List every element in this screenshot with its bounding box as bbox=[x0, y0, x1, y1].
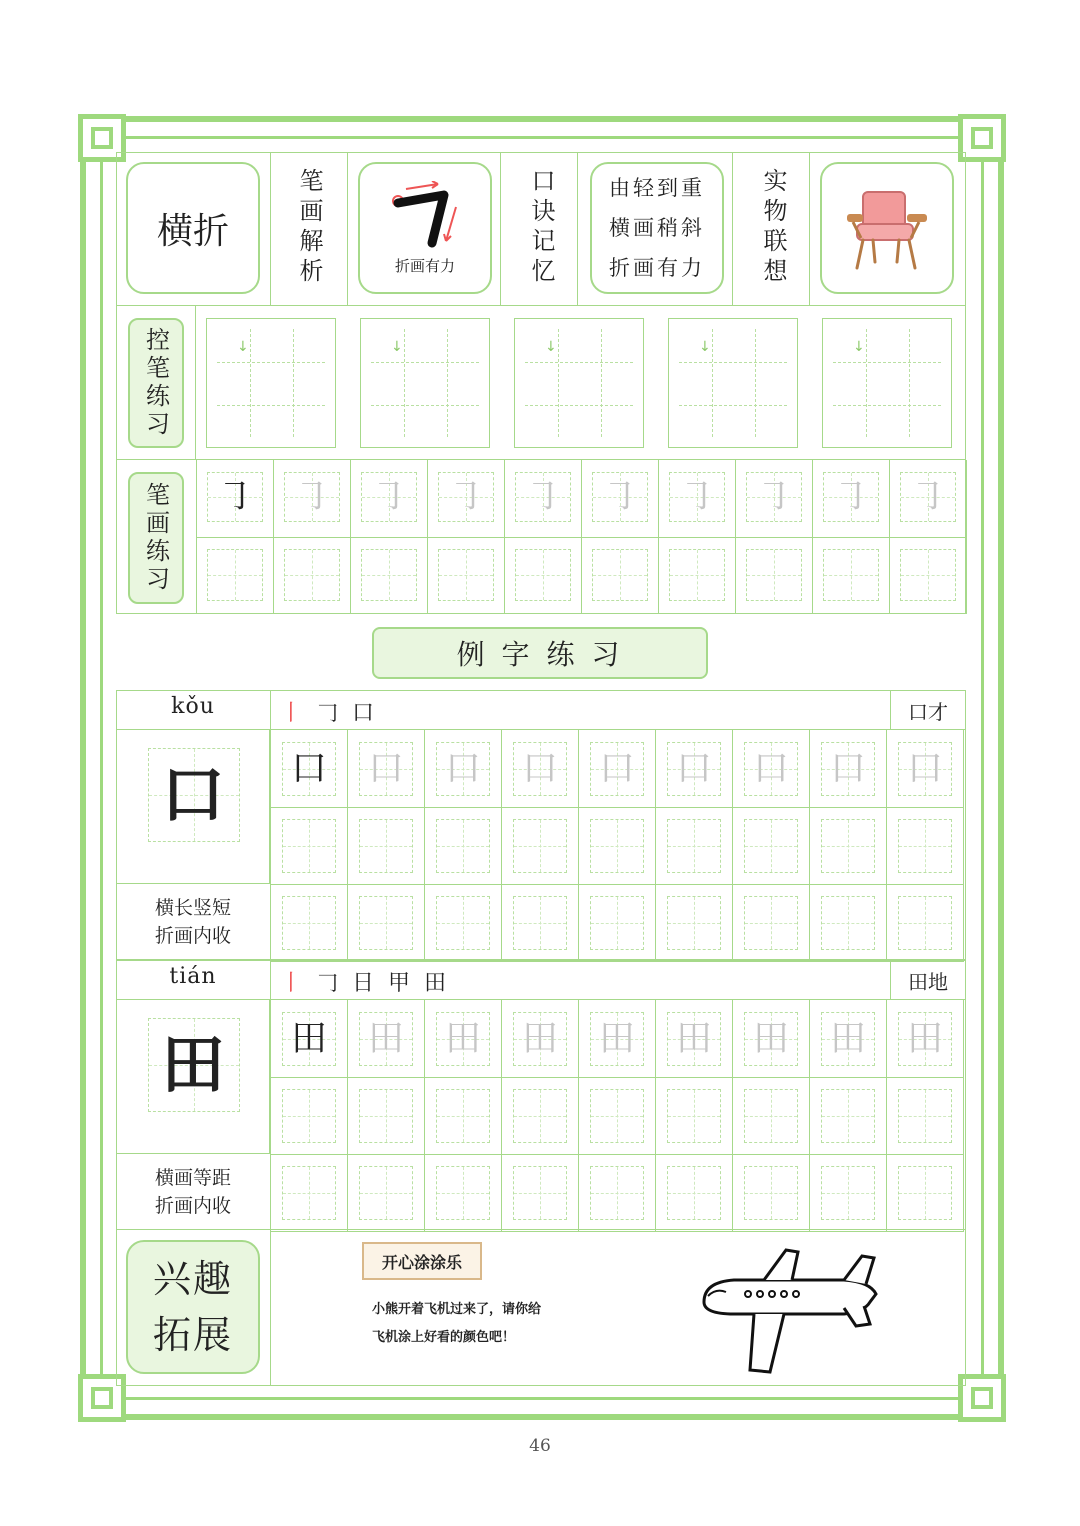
stroke-order-step: 口 bbox=[352, 701, 375, 726]
trace-character: 田 bbox=[752, 1018, 789, 1059]
control-practice-label: 控笔练习 bbox=[141, 327, 170, 439]
practice-cell[interactable] bbox=[667, 819, 721, 873]
trace-character: 口 bbox=[367, 748, 404, 789]
pinyin-label: tián bbox=[169, 964, 217, 989]
control-practice-box[interactable] bbox=[206, 318, 336, 448]
down-arrow-icon: ↓ bbox=[237, 339, 249, 355]
guide-line bbox=[601, 329, 602, 437]
practice-cell[interactable] bbox=[359, 1166, 413, 1220]
guide-line bbox=[371, 362, 479, 363]
activity-title: 开心涂涂乐 bbox=[381, 1252, 462, 1272]
interest-label-line: 兴趣 bbox=[152, 1257, 233, 1301]
guide-line bbox=[217, 405, 325, 406]
trace-character: 口 bbox=[675, 748, 712, 789]
stroke-order-step: 甲 bbox=[388, 971, 411, 996]
practice-cell[interactable] bbox=[513, 1089, 567, 1143]
guide-line bbox=[217, 362, 325, 363]
writing-cell[interactable] bbox=[669, 549, 725, 601]
guide-line bbox=[833, 405, 941, 406]
down-arrow-icon: ↓ bbox=[391, 339, 403, 355]
guide-line bbox=[293, 329, 294, 437]
trace-character: 口 bbox=[752, 748, 789, 789]
mnemonic-card bbox=[590, 162, 724, 294]
tip-line: 折画内收 bbox=[154, 925, 231, 947]
writing-cell[interactable] bbox=[592, 549, 648, 601]
control-practice-box[interactable] bbox=[668, 318, 798, 448]
stroke-trace-glyph: ㇆ bbox=[601, 476, 638, 517]
guide-line bbox=[404, 329, 405, 437]
guide-line bbox=[755, 329, 756, 437]
practice-cell[interactable] bbox=[436, 1089, 490, 1143]
control-practice-box[interactable] bbox=[514, 318, 644, 448]
model-character: 口 bbox=[290, 748, 327, 789]
trace-character: 口 bbox=[906, 748, 943, 789]
trace-character: 口 bbox=[444, 748, 481, 789]
stroke-diagram-icon bbox=[380, 181, 470, 251]
trace-character: 田 bbox=[675, 1018, 712, 1059]
activity-instructions bbox=[372, 1296, 541, 1352]
mnemonic-line: 横画稍斜 bbox=[609, 216, 705, 240]
guide-line bbox=[558, 329, 559, 437]
example-word: 田地 bbox=[908, 970, 948, 994]
stroke-trace-glyph: ㇆ bbox=[524, 476, 561, 517]
page-number: 46 bbox=[529, 1436, 551, 1456]
practice-cell[interactable] bbox=[821, 896, 875, 950]
object-label: 实物联想 bbox=[759, 168, 787, 288]
practice-cell[interactable] bbox=[898, 896, 952, 950]
stroke-order-step: 𠃌 bbox=[316, 701, 339, 726]
practice-cell[interactable] bbox=[744, 819, 798, 873]
practice-cell[interactable] bbox=[282, 819, 336, 873]
trace-character: 田 bbox=[829, 1018, 866, 1059]
writing-cell[interactable] bbox=[438, 549, 494, 601]
stroke-trace-glyph: ㇆ bbox=[447, 476, 484, 517]
practice-cell[interactable] bbox=[898, 819, 952, 873]
practice-cell[interactable] bbox=[667, 1166, 721, 1220]
guide-line bbox=[525, 362, 633, 363]
practice-cell[interactable] bbox=[590, 896, 644, 950]
practice-cell[interactable] bbox=[898, 1089, 952, 1143]
practice-cell[interactable] bbox=[436, 896, 490, 950]
mnemonic-line: 由轻到重 bbox=[609, 176, 705, 200]
down-arrow-icon: ↓ bbox=[699, 339, 711, 355]
practice-cell[interactable] bbox=[821, 1166, 875, 1220]
writing-cell[interactable] bbox=[361, 549, 417, 601]
stroke-analysis-card bbox=[358, 162, 492, 294]
object-card bbox=[820, 162, 954, 294]
control-practice-box[interactable] bbox=[822, 318, 952, 448]
practice-cell[interactable] bbox=[513, 819, 567, 873]
control-practice-box[interactable] bbox=[360, 318, 490, 448]
guide-line bbox=[525, 405, 633, 406]
guide-line bbox=[679, 362, 787, 363]
stroke-caption: 折画有力 bbox=[394, 256, 455, 275]
practice-cell[interactable] bbox=[590, 1166, 644, 1220]
guide-line bbox=[250, 329, 251, 437]
practice-cell[interactable] bbox=[821, 819, 875, 873]
writing-cell[interactable] bbox=[900, 549, 956, 601]
practice-cell[interactable] bbox=[667, 1089, 721, 1143]
practice-cell[interactable] bbox=[359, 819, 413, 873]
instruction-line: 飞机涂上好看的颜色吧！ bbox=[372, 1330, 516, 1345]
trace-character: 田 bbox=[906, 1018, 943, 1059]
stroke-trace-glyph: ㇆ bbox=[370, 476, 407, 517]
example-word: 口才 bbox=[908, 700, 948, 724]
stroke-trace-glyph: ㇆ bbox=[678, 476, 715, 517]
model-character: 田 bbox=[290, 1018, 327, 1059]
example-title-text: 例 字 练 习 bbox=[456, 638, 624, 671]
mnemonic-line: 折画有力 bbox=[609, 256, 705, 280]
stroke-order-step: 𠃌 bbox=[316, 971, 339, 996]
guide-line bbox=[371, 405, 479, 406]
example-section-title bbox=[372, 627, 708, 679]
interest-label-line: 拓展 bbox=[152, 1313, 233, 1357]
practice-cell[interactable] bbox=[513, 1166, 567, 1220]
guide-line bbox=[866, 329, 867, 437]
airplane-icon[interactable] bbox=[694, 1244, 880, 1374]
stroke-order-step: 田 bbox=[424, 971, 447, 996]
stroke-trace-glyph: ㇆ bbox=[755, 476, 792, 517]
guide-line bbox=[833, 362, 941, 363]
control-practice-tag bbox=[128, 318, 184, 448]
big-character: 口 bbox=[161, 758, 225, 833]
stroke-trace-glyph: ㇆ bbox=[832, 476, 869, 517]
down-arrow-icon: ↓ bbox=[853, 339, 865, 355]
trace-character: 田 bbox=[521, 1018, 558, 1059]
pinyin-label: kǒu bbox=[171, 694, 215, 719]
practice-cell[interactable] bbox=[436, 819, 490, 873]
writing-cell[interactable] bbox=[207, 549, 263, 601]
practice-cell[interactable] bbox=[590, 819, 644, 873]
trace-character: 田 bbox=[444, 1018, 481, 1059]
writing-cell[interactable] bbox=[284, 549, 340, 601]
tip-line: 横长竖短 bbox=[154, 897, 231, 919]
armchair-icon bbox=[839, 180, 935, 276]
trace-character: 口 bbox=[521, 748, 558, 789]
practice-cell[interactable] bbox=[282, 1089, 336, 1143]
writing-cell[interactable] bbox=[823, 549, 879, 601]
interest-divider bbox=[270, 1230, 271, 1386]
guide-line bbox=[909, 329, 910, 437]
practice-cell[interactable] bbox=[744, 1089, 798, 1143]
practice-cell[interactable] bbox=[513, 896, 567, 950]
instruction-line: 小熊开着飞机过来了，请你给 bbox=[372, 1302, 542, 1317]
trace-character: 田 bbox=[598, 1018, 635, 1059]
practice-cell[interactable] bbox=[359, 1089, 413, 1143]
stroke-practice-tag bbox=[128, 472, 184, 604]
practice-cell[interactable] bbox=[436, 1166, 490, 1220]
guide-line bbox=[447, 329, 448, 437]
interest-tag bbox=[126, 1240, 260, 1374]
practice-cell[interactable] bbox=[667, 896, 721, 950]
stroke-model-glyph: ㇆ bbox=[216, 476, 253, 517]
practice-cell[interactable] bbox=[821, 1089, 875, 1143]
stroke-name: 横折 bbox=[156, 210, 229, 252]
tip-line: 横画等距 bbox=[154, 1167, 231, 1189]
guide-line bbox=[679, 405, 787, 406]
stroke-trace-glyph: ㇆ bbox=[909, 476, 946, 517]
big-character: 田 bbox=[161, 1028, 225, 1103]
stroke-order-step: 丨 bbox=[280, 971, 303, 996]
practice-cell[interactable] bbox=[282, 896, 336, 950]
activity-title-box bbox=[362, 1242, 482, 1280]
writing-cell[interactable] bbox=[746, 549, 802, 601]
trace-character: 口 bbox=[598, 748, 635, 789]
stroke-practice-label: 笔画练习 bbox=[141, 482, 170, 594]
stroke-trace-glyph: ㇆ bbox=[293, 476, 330, 517]
stroke-name-card bbox=[126, 162, 260, 294]
practice-cell[interactable] bbox=[744, 896, 798, 950]
stroke-order-step: 丨 bbox=[280, 701, 303, 726]
trace-character: 口 bbox=[829, 748, 866, 789]
practice-cell[interactable] bbox=[744, 1166, 798, 1220]
writing-tip bbox=[116, 894, 270, 950]
practice-cell[interactable] bbox=[898, 1166, 952, 1220]
practice-cell[interactable] bbox=[359, 896, 413, 950]
practice-cell[interactable] bbox=[590, 1089, 644, 1143]
writing-cell[interactable] bbox=[515, 549, 571, 601]
trace-character: 田 bbox=[367, 1018, 404, 1059]
analysis-label: 笔画解析 bbox=[295, 168, 323, 288]
practice-cell[interactable] bbox=[282, 1166, 336, 1220]
down-arrow-icon: ↓ bbox=[545, 339, 557, 355]
tip-line: 折画内收 bbox=[154, 1195, 231, 1217]
writing-tip bbox=[116, 1164, 270, 1220]
stroke-order-step: 日 bbox=[352, 971, 375, 996]
mnemonic-label: 口诀记忆 bbox=[527, 168, 555, 288]
guide-line bbox=[712, 329, 713, 437]
